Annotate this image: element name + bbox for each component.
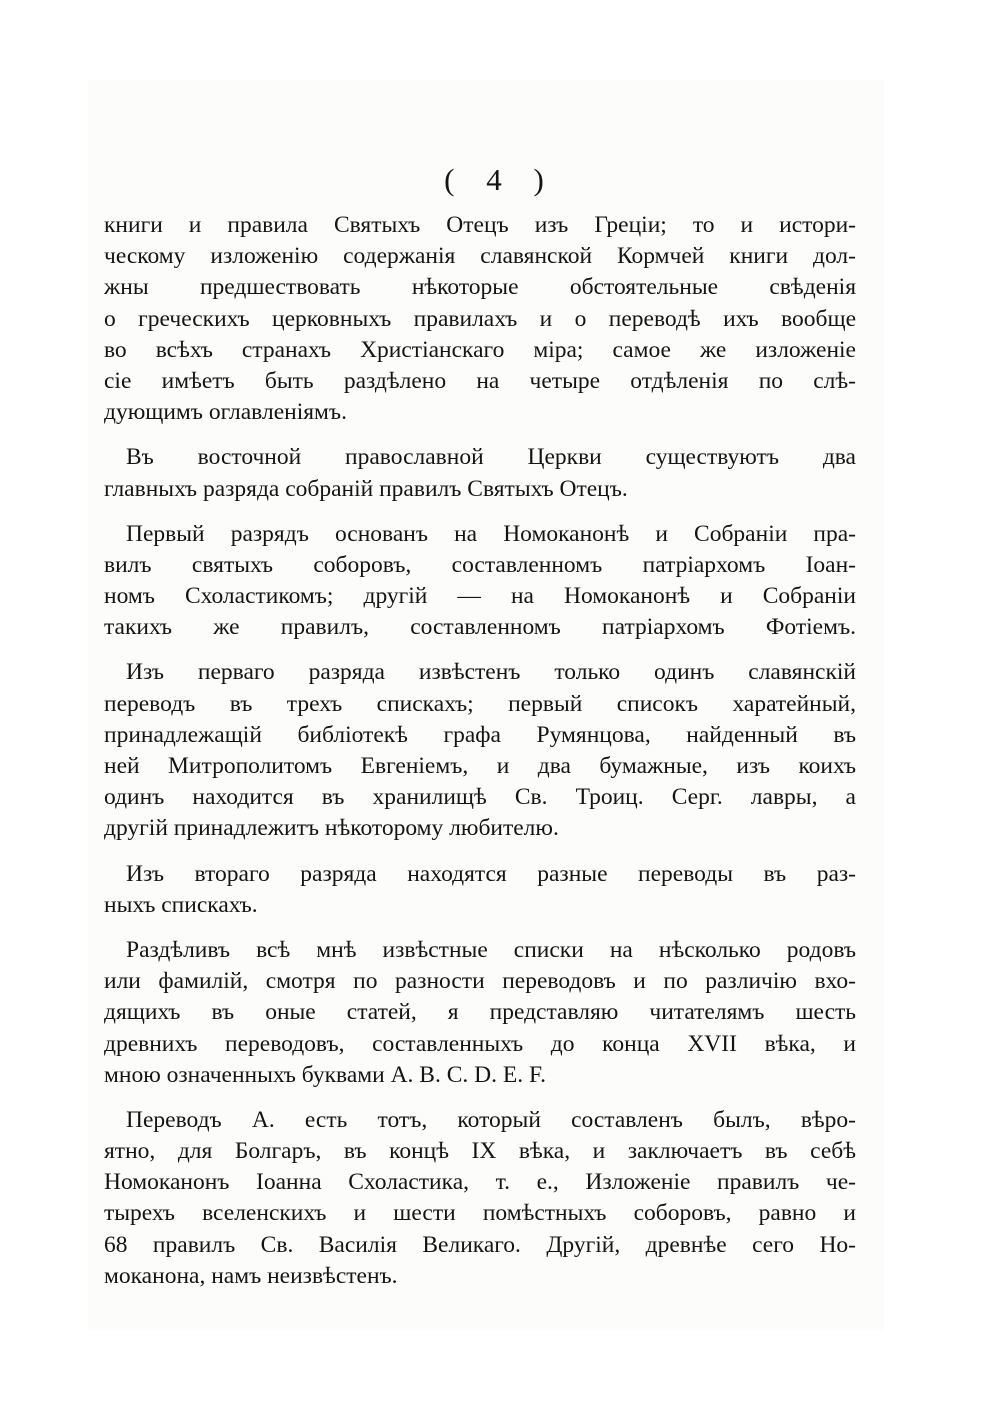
- text-line: моканона, намъ неизвѣстенъ.: [104, 1262, 398, 1289]
- text-line: мною означенныхъ буквами A. B. C. D. E. F.: [104, 1061, 547, 1088]
- text-line: жны предшествовать нѣкоторые обстоятельные свѣденія: [104, 274, 856, 301]
- text-line: принадлежащій библіотекѣ графа Румянцова, найденный въ: [104, 721, 856, 748]
- paragraph-5: [104, 859, 856, 921]
- text-line: ятно, для Болгаръ, въ концѣ IX вѣка, и заключаетъ въ себѣ: [104, 1138, 856, 1165]
- text-line: ней Митрополитомъ Евгеніемъ, и два бумажные, изъ коихъ: [104, 753, 856, 779]
- page-number: ( 4 ): [444, 162, 556, 197]
- text-line: или фамилій, смотря по разности переводовъ и по различію вхо-: [104, 968, 856, 995]
- paragraph-1: [104, 210, 856, 428]
- text-line: тырехъ вселенскихъ и шести помѣстныхъ соборовъ, равно и: [104, 1200, 856, 1227]
- text-line: ныхъ спискахъ.: [104, 891, 258, 918]
- text-line: вилъ святыхъ соборовъ, составленномъ патріархомъ Іоан-: [104, 551, 856, 578]
- text-line: Переводъ A. есть тотъ, который составленъ былъ, вѣро-: [126, 1106, 856, 1133]
- paragraph-2: [104, 442, 856, 504]
- text-line: древнихъ переводовъ, составленныхъ до конца XVII вѣка, и: [104, 1030, 856, 1057]
- text-line: во всѣхъ странахъ Христіанскаго міра; самое же изложеніе: [104, 336, 856, 363]
- text-line: Изъ перваго разряда извѣстенъ только одинъ славянскій: [126, 659, 856, 686]
- text-line: Изъ втораго разряда находятся разные переводы въ раз-: [126, 860, 856, 887]
- text-line: другій принадлежитъ нѣкоторому любителю.: [104, 815, 559, 842]
- paragraph-4: [104, 657, 856, 844]
- text-line: переводъ въ трехъ спискахъ; первый списокъ харатейный,: [104, 690, 856, 717]
- paragraph-3: [104, 519, 856, 644]
- text-line: Номоканонъ Іоанна Схоластика, т. е., Изложеніе правилъ че-: [104, 1169, 856, 1196]
- body-text: [104, 210, 856, 1306]
- text-line: главныхъ разряда собраній правилъ Святыхъ Отецъ.: [104, 475, 628, 502]
- text-line: Раздѣливъ всѣ мнѣ извѣстные списки на нѣсколько родовъ: [126, 936, 856, 963]
- text-line: книги и правила Святыхъ Отецъ изъ Греціи; то и истори-: [104, 212, 856, 238]
- text-line: 68 правилъ Св. Василія Великаго. Другій, древнѣе сего Но-: [104, 1231, 856, 1258]
- text-line: дующимъ оглавленіямъ.: [104, 399, 347, 426]
- paragraph-7: [104, 1105, 856, 1292]
- text-line: Въ восточной православной Церкви существуютъ два: [126, 444, 856, 471]
- text-line: сіе имѣетъ быть раздѣлено на четыре отдѣленія по слѣ-: [104, 367, 856, 394]
- text-line: дящихъ въ оные статей, я представляю читателямъ шесть: [104, 999, 856, 1026]
- text-line: такихъ же правилъ, составленномъ патріархомъ Фотіемъ.: [104, 614, 856, 641]
- paragraph-6: [104, 935, 856, 1091]
- text-line: номъ Схоластикомъ; другій — на Номоканонѣ и Собраніи: [104, 583, 856, 610]
- text-line: ческому изложенію содержанія славянской Кормчей книги дол-: [104, 243, 856, 270]
- text-line: о греческихъ церковныхъ правилахъ и о переводѣ ихъ вообще: [104, 305, 856, 332]
- text-line: одинъ находится въ хранилищѣ Св. Троиц. Серг. лавры, а: [104, 784, 856, 811]
- text-line: Первый разрядъ основанъ на Номоканонѣ и Собраніи пра-: [126, 520, 856, 547]
